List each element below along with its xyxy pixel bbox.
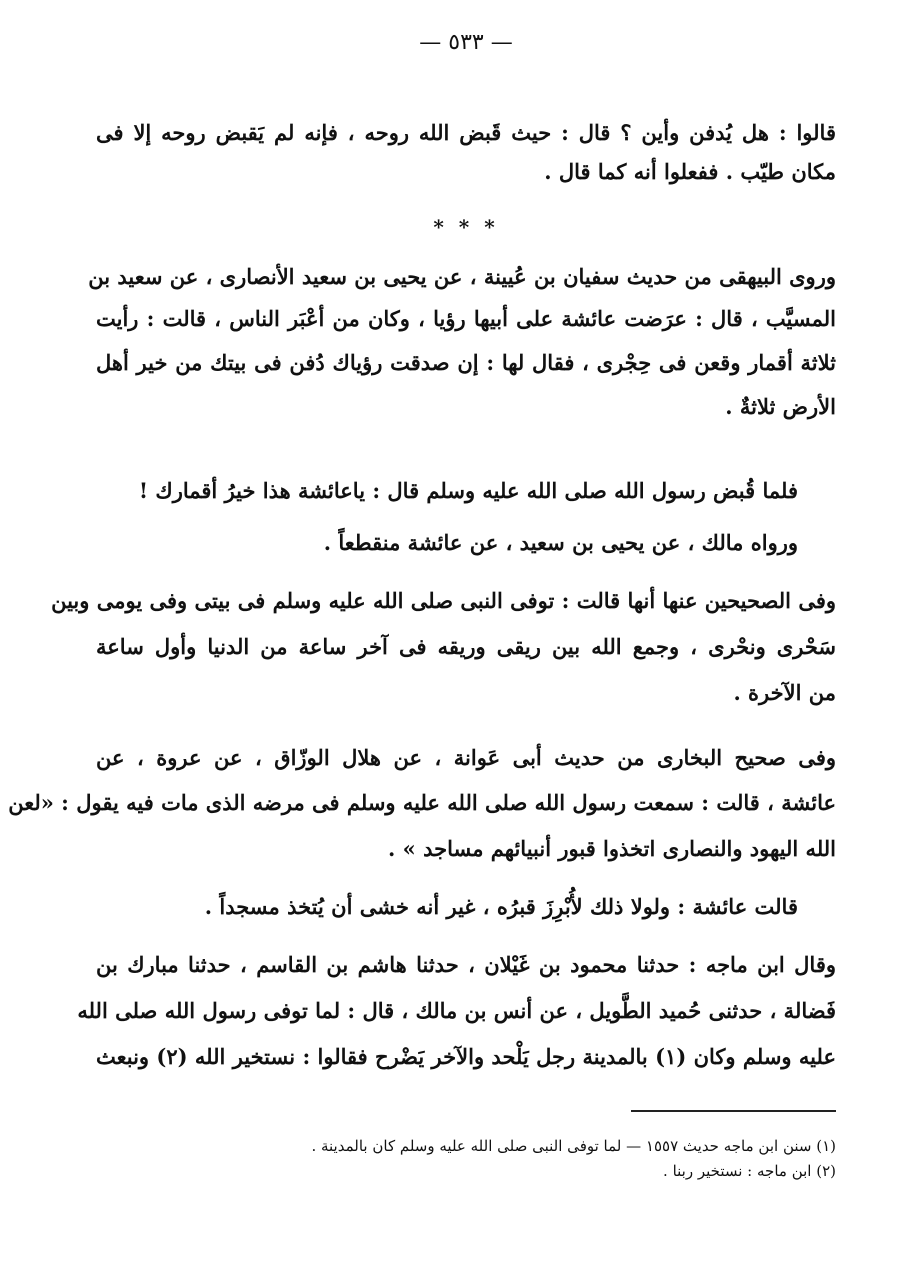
text-line: سَحْرى ونحْرى ، وجمع الله بين ريقى وريقه فى آخر ساعة من الدنيا وأول ساعة — [96, 634, 836, 659]
text-line: الله اليهود والنصارى اتخذوا قبور أنبيائهم مساجد » . — [388, 836, 836, 861]
text-line: وفى الصحيحين عنها أنها قالت : توفى النبى صلى الله عليه وسلم فى بيتى وفى يومى وبين — [51, 588, 836, 613]
footnote: (٢) ابن ماجه : نستخير ربنا . — [663, 1162, 836, 1180]
section-separator: * * * — [433, 215, 499, 239]
text-line: قالوا : هل يُدفن وأين ؟ قال : حيث قَبض الله روحه ، فإنه لم يَقبض روحه إلا فى — [96, 120, 836, 145]
page-number: — ٥٣٣ — — [419, 30, 513, 55]
text-line: ورواه مالك ، عن يحيى بن سعيد ، عن عائشة منقطعاً . — [323, 530, 798, 555]
text-line: قالت عائشة : ولولا ذلك لأُبْرِزَ قبرُه ، غير أنه خشى أن يُتخذ مسجداً . — [204, 894, 798, 919]
text-line: من الآخرة . — [733, 680, 836, 705]
book-page — [8, 0, 836, 1281]
footnote-divider — [631, 1110, 836, 1112]
text-line: عليه وسلم وكان (١) بالمدينة رجل يَلْحد والآخر يَضْرح فقالوا : نستخير الله (٢) ونبعث — [96, 1044, 836, 1069]
text-line: فَضالة ، حدثنى حُميد الطَّويل ، عن أنس بن مالك ، قال : لما توفى رسول الله صلى الله — [77, 998, 836, 1023]
text-line: مكان طيّب . ففعلوا أنه كما قال . — [544, 159, 836, 184]
footnote: (١) سنن ابن ماجه حديث ١٥٥٧ — لما توفى النبى صلى الله عليه وسلم كان بالمدينة . — [311, 1137, 836, 1155]
text-line: الأرض ثلاثةٌ . — [725, 394, 836, 419]
text-line: وروى البيهقى من حديث سفيان بن عُيينة ، عن يحيى بن سعيد الأنصارى ، عن سعيد بن — [88, 264, 836, 289]
text-line: المسيَّب ، قال : عرَضت عائشة على أبيها رؤيا ، وكان من أعْبَر الناس ، قالت : رأيت — [96, 306, 836, 331]
text-line: فلما قُبض رسول الله صلى الله عليه وسلم قال : ياعائشة هذا خيرُ أقمارك ! — [138, 478, 798, 503]
text-line: عائشة ، قالت : سمعت رسول الله صلى الله عليه وسلم فى مرضه الذى مات فيه يقول : «لعن — [8, 790, 836, 815]
text-line: وقال ابن ماجه : حدثنا محمود بن غَيْلان ، حدثنا هاشم بن القاسم ، حدثنا مبارك بن — [96, 952, 836, 977]
text-line: وفى صحيح البخارى من حديث أبى عَوانة ، عن هلال الوزّاق ، عن عروة ، عن — [96, 745, 836, 770]
text-line: ثلاثة أقمار وقعن فى حِجْرى ، فقال لها : إن صدقت رؤياك دُفن فى بيتك من خير أهل — [96, 350, 836, 375]
